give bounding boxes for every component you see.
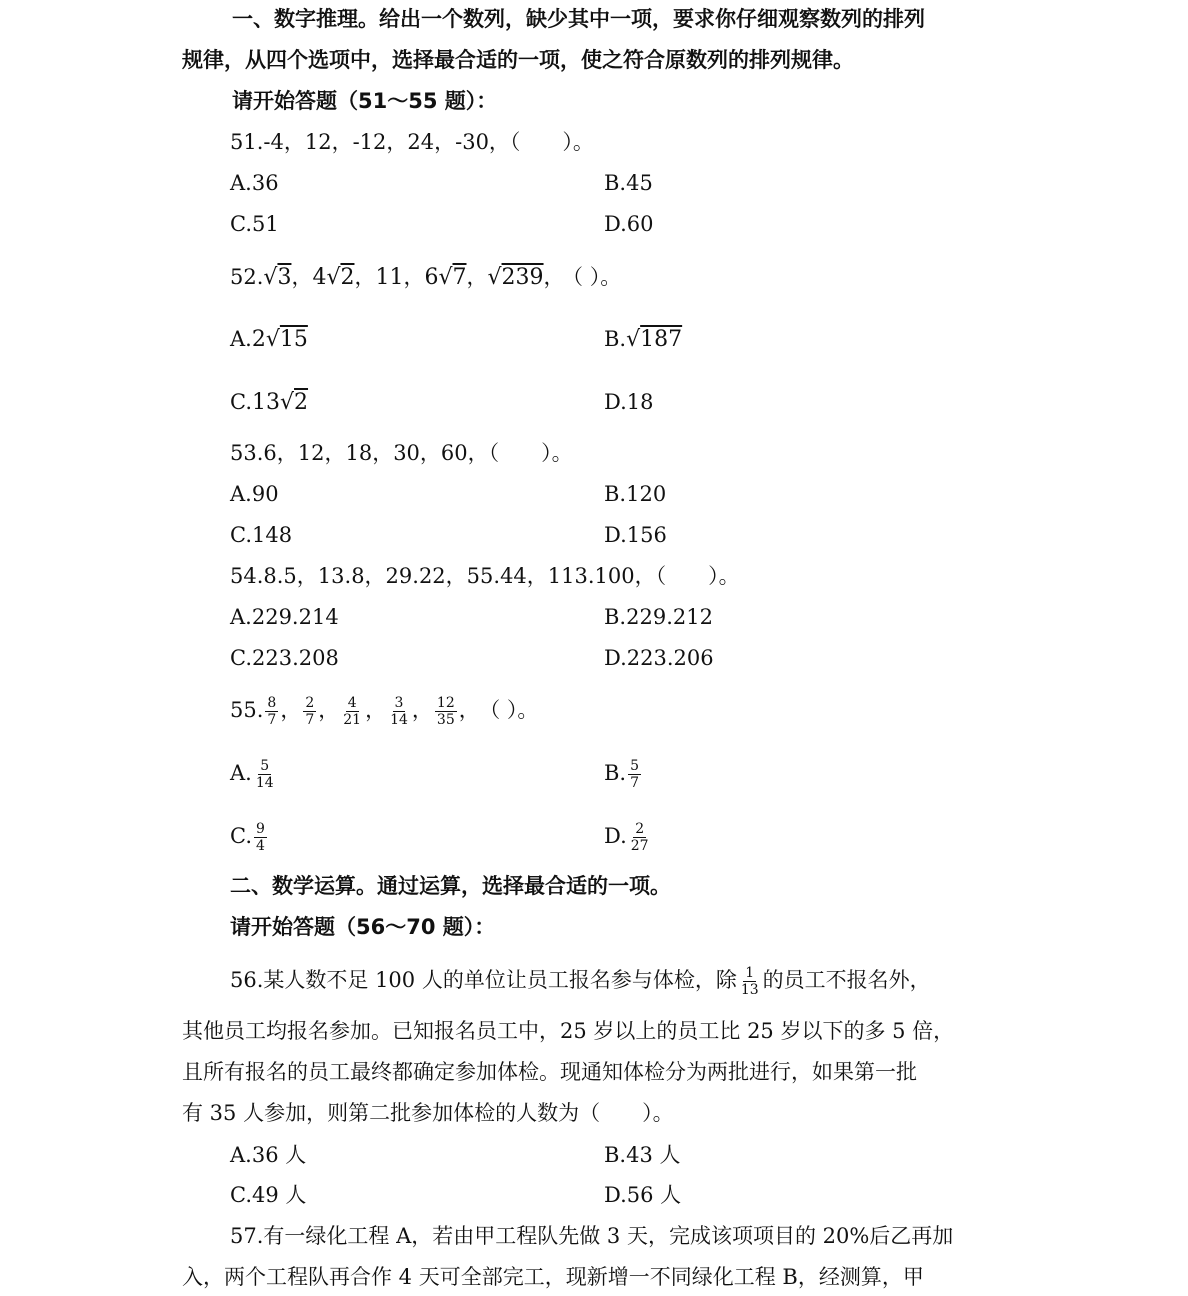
q52-option-c[interactable]: C.13√2 — [230, 390, 309, 415]
q56-option-c[interactable]: C.49 人 — [230, 1183, 307, 1207]
q55-term-1: $\frac{8}{7}$ — [267, 695, 277, 728]
q51-option-a[interactable]: A.36 — [230, 171, 279, 195]
q56-line2: 其他员工均报名参加。已知报名员工中，25 岁以上的员工比 25 岁以下的多 5 倍， — [182, 1019, 955, 1043]
q55-term-3: $\frac{4}{21}$ — [343, 695, 362, 728]
q51-stem: 51.-4，12，-12，24，-30，（ ）。 — [230, 130, 594, 154]
q52-stem: 52.√3，4√2，11，6√7，√239， （ ）。 — [230, 265, 622, 290]
q56-option-a[interactable]: A.36 人 — [230, 1143, 307, 1167]
q55-option-d[interactable]: D. $\frac{2}{27}$ — [604, 821, 649, 854]
section2-heading: 二、数学运算。通过运算，选择最合适的一项。 — [230, 874, 671, 898]
q55-term-4: $\frac{3}{14}$ — [390, 695, 408, 728]
q56-line4: 有 35 人参加，则第二批参加体检的人数为（ ）。 — [182, 1101, 674, 1125]
q53-option-b[interactable]: B.120 — [604, 482, 667, 506]
q53-stem: 53.6，12，18，30，60，（ ）。 — [230, 441, 573, 465]
q52-number: 52. — [230, 265, 264, 289]
q55-term-5: $\frac{12}{35}$ — [436, 695, 455, 728]
q51-option-b[interactable]: B.45 — [604, 171, 653, 195]
q51-option-c[interactable]: C.51 — [230, 212, 279, 236]
q55-option-c[interactable]: C. $\frac{9}{4}$ — [230, 821, 265, 854]
q51-option-d[interactable]: D.60 — [604, 212, 654, 236]
q55-stem: 55. $\frac{8}{7}$ ， $\frac{2}{7}$ ， $\frac{4}{21}$ ， $\frac{3}{14}$ ， $\frac{12}{35}$ ， （ ）。 — [230, 695, 539, 728]
q56-option-b[interactable]: B.43 人 — [604, 1143, 681, 1167]
section1-start: 请开始答题（51～55 题）： — [232, 89, 498, 113]
q54-option-c[interactable]: C.223.208 — [230, 646, 339, 670]
q55-option-b[interactable]: B. $\frac{5}{7}$ — [604, 758, 640, 791]
q54-stem: 54.8.5，13.8，29.22，55.44，113.100，（ ）。 — [230, 564, 740, 588]
q52-blank: （ ）。 — [572, 265, 622, 289]
section1-heading-line2: 规律，从四个选项中，选择最合适的一项，使之符合原数列的排列规律。 — [182, 48, 854, 72]
q56-line1: 56.某人数不足 100 人的单位让员工报名参与体检，除 $\frac{1}{13}$ 的员工不报名外， — [230, 965, 931, 998]
q54-option-b[interactable]: B.229.212 — [604, 605, 713, 629]
q56-option-d[interactable]: D.56 人 — [604, 1183, 682, 1207]
q55-option-a[interactable]: A. $\frac{5}{14}$ — [230, 758, 274, 791]
q53-option-a[interactable]: A.90 — [230, 482, 279, 506]
q52-term-2: 4√2 — [312, 265, 355, 290]
q54-option-a[interactable]: A.229.214 — [230, 605, 339, 629]
q57-line1: 57.有一绿化工程 A，若由甲工程队先做 3 天，完成该项项目的 20%后乙再加 — [230, 1224, 954, 1248]
section1-heading-line1: 一、数字推理。给出一个数列，缺少其中一项，要求你仔细观察数列的排列 — [232, 7, 925, 31]
q52-option-a[interactable]: A.2√15 — [230, 327, 308, 352]
q52-option-b[interactable]: B.√187 — [604, 327, 683, 352]
q52-term-4: 6√7 — [424, 265, 467, 290]
q52-term-3: 11 — [375, 265, 404, 290]
q57-line2: 入，两个工程队再合作 4 天可全部完工，现新增一不同绿化工程 B，经测算，甲 — [182, 1265, 924, 1289]
section2-start: 请开始答题（56～70 题）： — [230, 915, 496, 939]
q53-option-d[interactable]: D.156 — [604, 523, 667, 547]
q52-term-5: √239 — [487, 265, 544, 290]
q56-line3: 且所有报名的员工最终都确定参加体检。现通知体检分为两批进行，如果第一批 — [182, 1060, 917, 1084]
q56-fraction: $\frac{1}{13}$ — [740, 965, 759, 998]
q55-term-2: $\frac{2}{7}$ — [305, 695, 315, 728]
q52-term-1: √3 — [263, 265, 292, 290]
q54-option-d[interactable]: D.223.206 — [604, 646, 714, 670]
q53-option-c[interactable]: C.148 — [230, 523, 293, 547]
q52-option-d[interactable]: D.18 — [604, 390, 654, 414]
